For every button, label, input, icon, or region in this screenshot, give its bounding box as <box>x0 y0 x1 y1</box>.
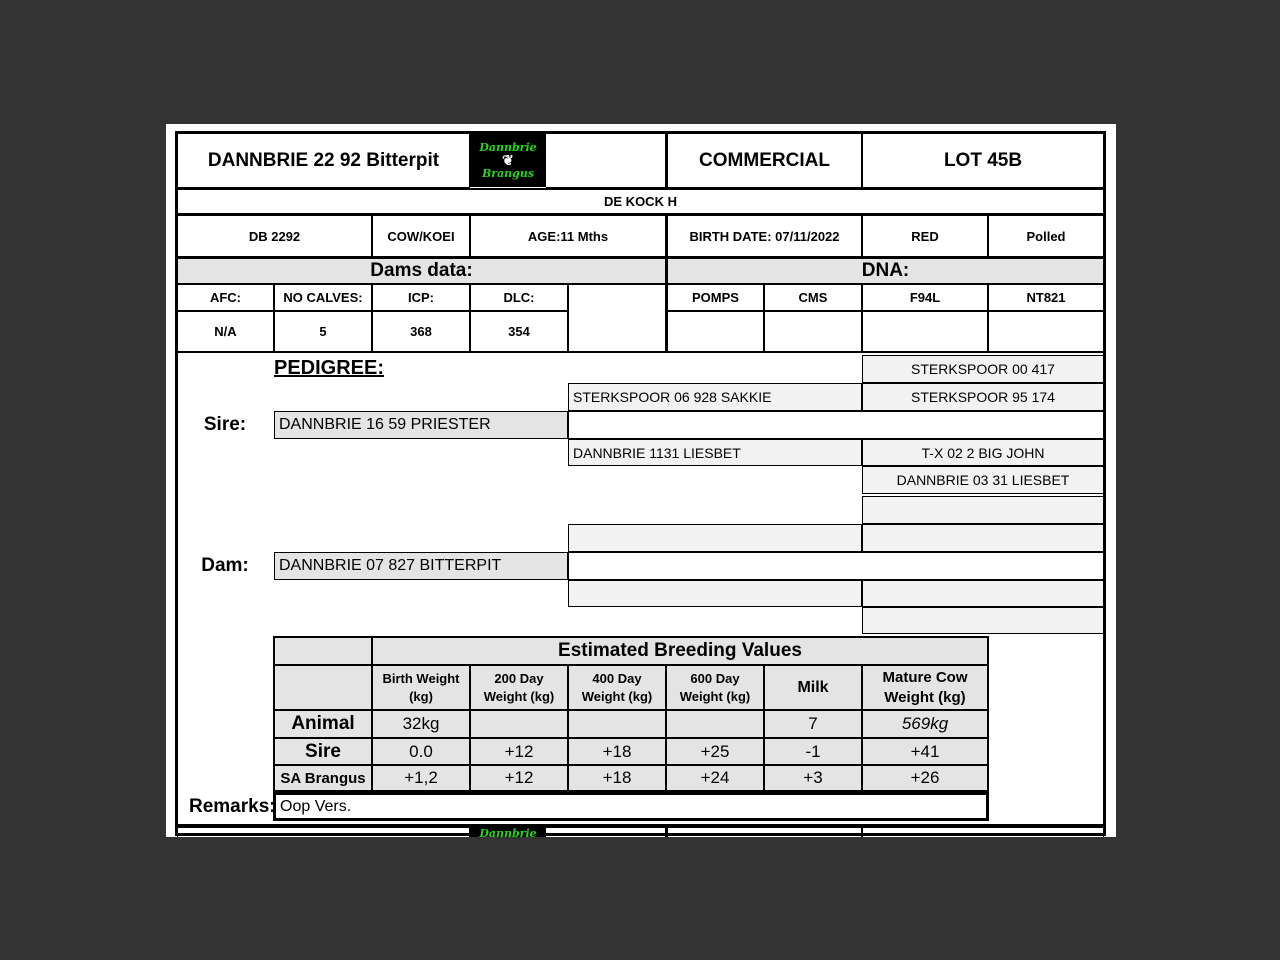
header-blank-cell <box>546 133 666 188</box>
catalog-sheet <box>166 124 1116 837</box>
dam-name: DANNBRIE 07 827 BITTERPIT <box>274 552 568 580</box>
ebv-animal-mature-weight: 569kg <box>862 710 988 738</box>
ebv-sire-milk: -1 <box>764 738 862 765</box>
nt821-value <box>988 311 1104 352</box>
animal-id: DB 2292 <box>177 215 372 257</box>
ebv-breed-400-day: +18 <box>568 765 666 791</box>
ebv-animal-400-day <box>568 710 666 738</box>
next-card-cell-2 <box>546 827 666 837</box>
dlc-header: DLC: <box>470 284 568 311</box>
animal-sex: COW/KOEI <box>372 215 470 257</box>
sire-dam: DANNBRIE 1131 LIESBET <box>568 439 862 466</box>
remarks-label: Remarks: <box>189 796 276 817</box>
mature-cow-weight-header: Mature Cow Weight (kg) <box>862 665 988 710</box>
animal-name: DANNBRIE 22 92 Bitterpit <box>177 133 470 188</box>
weight-400-day-header: 400 Day Weight (kg) <box>568 665 666 710</box>
ebv-row-label-animal: Animal <box>274 710 372 738</box>
ebv-sire-mature-weight: +41 <box>862 738 988 765</box>
next-card-logo <box>470 827 546 837</box>
dna-heading: DNA: <box>666 257 1104 284</box>
ebv-animal-milk: 7 <box>764 710 862 738</box>
dam-sire-sire <box>862 496 1104 524</box>
sire-label: Sire: <box>203 414 247 435</box>
birth-date: BIRTH DATE: 07/11/2022 <box>666 215 862 257</box>
ebv-sire-600-day: +25 <box>666 738 764 765</box>
dams-blank-cell <box>568 284 666 352</box>
dlc-value: 354 <box>470 311 568 352</box>
next-logo-text: Dannbrie <box>479 827 537 837</box>
ebv-row-label-sire: Sire <box>274 738 372 765</box>
sire-sire: STERKSPOOR 06 928 SAKKIE <box>568 383 862 411</box>
category-label: COMMERCIAL <box>666 133 862 188</box>
no-calves-header: NO CALVES: <box>274 284 372 311</box>
sire-row-blank <box>568 411 1104 439</box>
owner-name: DE KOCK H <box>177 188 1104 215</box>
dam-sire-dam <box>862 524 1104 552</box>
cms-header: CMS <box>764 284 862 311</box>
sire-sire-dam: STERKSPOOR 95 174 <box>862 383 1104 411</box>
brand-logo <box>470 134 546 187</box>
animal-age: AGE:11 Mths <box>470 215 666 257</box>
afc-header: AFC: <box>177 284 274 311</box>
cow-head-icon: ❦ <box>502 152 514 169</box>
no-calves-value: 5 <box>274 311 372 352</box>
lot-number: LOT 45B <box>862 133 1104 188</box>
dams-data-heading: Dams data: <box>177 257 666 284</box>
dam-dam <box>568 580 862 607</box>
ebv-sire-200-day: +12 <box>470 738 568 765</box>
icp-header: ICP: <box>372 284 470 311</box>
ebv-breed-birth-weight: +1,2 <box>372 765 470 791</box>
weight-200-day-header: 200 Day Weight (kg) <box>470 665 568 710</box>
ebv-row-label-sa-brangus: SA Brangus <box>274 765 372 791</box>
next-card-cell-4 <box>862 827 1104 837</box>
sire-dam-sire: T-X 02 2 BIG JOHN <box>862 439 1104 466</box>
logo-text-top: Dannbrie <box>479 140 537 154</box>
ebv-breed-600-day: +24 <box>666 765 764 791</box>
dam-dam-dam <box>862 607 1104 634</box>
dam-sire <box>568 524 862 552</box>
birth-weight-header: Birth Weight (kg) <box>372 665 470 710</box>
sire-sire-sire: STERKSPOOR 00 417 <box>862 355 1104 383</box>
cms-value <box>764 311 862 352</box>
ebv-breed-mature-weight: +26 <box>862 765 988 791</box>
f94l-value <box>862 311 988 352</box>
afc-value: N/A <box>177 311 274 352</box>
animal-color: RED <box>862 215 988 257</box>
horn-status: Polled <box>988 215 1104 257</box>
ebv-corner-cell <box>274 637 372 665</box>
ebv-sire-400-day: +18 <box>568 738 666 765</box>
logo-text-bottom: Brangus <box>481 166 535 180</box>
ebv-animal-birth-weight: 32kg <box>372 710 470 738</box>
ebv-title: Estimated Breeding Values <box>372 637 988 665</box>
next-card-cell-3 <box>666 827 862 837</box>
ebv-breed-200-day: +12 <box>470 765 568 791</box>
ebv-sire-birth-weight: 0.0 <box>372 738 470 765</box>
f94l-header: F94L <box>862 284 988 311</box>
ebv-label-header <box>274 665 372 710</box>
ebv-animal-600-day <box>666 710 764 738</box>
remarks-text: Oop Vers. <box>273 792 989 821</box>
next-card-cell-1 <box>177 827 470 837</box>
weight-600-day-header: 600 Day Weight (kg) <box>666 665 764 710</box>
pedigree-heading: PEDIGREE: <box>274 357 385 379</box>
pomps-header: POMPS <box>666 284 764 311</box>
section-divider <box>177 351 1104 353</box>
sire-dam-dam: DANNBRIE 03 31 LIESBET <box>862 466 1104 494</box>
nt821-header: NT821 <box>988 284 1104 311</box>
ebv-animal-200-day <box>470 710 568 738</box>
pomps-value <box>666 311 764 352</box>
dam-row-blank <box>568 552 1104 580</box>
ebv-breed-milk: +3 <box>764 765 862 791</box>
dam-dam-sire <box>862 580 1104 607</box>
milk-header: Milk <box>764 665 862 710</box>
icp-value: 368 <box>372 311 470 352</box>
dam-label: Dam: <box>201 555 249 576</box>
sire-name: DANNBRIE 16 59 PRIESTER <box>274 411 568 439</box>
